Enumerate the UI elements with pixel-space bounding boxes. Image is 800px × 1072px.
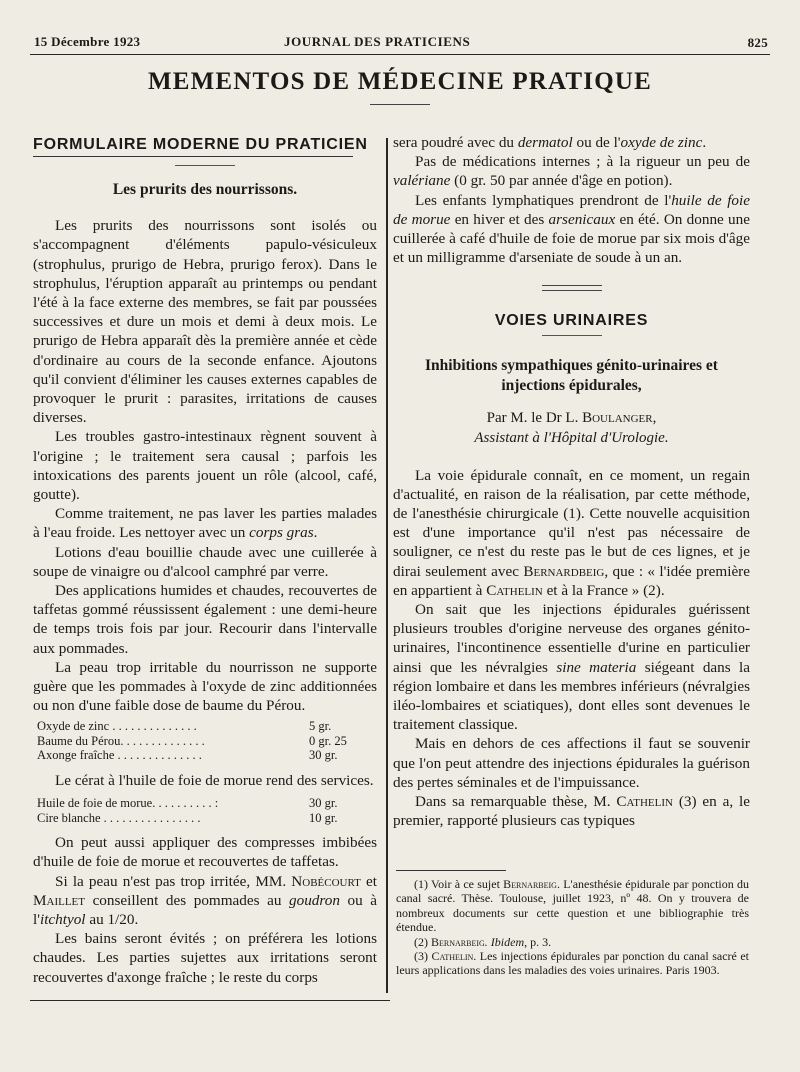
paragraph: On peut aussi appliquer des compresses imbibées d'huile de foie de morue et recouvertes de taffetas. — [33, 834, 377, 871]
paragraph: Le cérat à l'huile de foie de morue rend des services. — [55, 771, 374, 789]
section-rule — [33, 156, 353, 159]
paragraph: Les enfants lymphatiques prendront de l'huile de foie de morue en hiver et des arsenicaux en été. On donne une cuillerée à café d'huile de foie de morue par six mois d'âge et un milligramme d'arseniate de soude à un an. — [393, 191, 750, 267]
journal-name: JOURNAL DES PRATICIENS — [284, 34, 471, 49]
author-role: Assistant à l'Hôpital d'Urologie. — [474, 429, 669, 446]
paragraph: Des applications humides et chaudes, recouvertes de taffetas gommé réussissent également : une demi-heure de temps trois fois par jour. Recourir dans l'intervalle aux pommades. — [33, 582, 377, 657]
paragraph: Les prurits des nourrissons sont isolés ou s'accompagnent d'éléments papulo-vésiculeux (strophulus, prurigo de Hebra, prurigo ferox). Dans le strophulus, l'éruption apparaît au printemps ou pendant l'été à la face externe des membres, se fait par poussées successives et dure un mois et demi à deux mois. Le prurigo de Hebra apparaît dès la première année et cède d'ordinaire au cours de la seconde enfance. Ajoutons qu'il convient d'éliminer les causes externes capables de provoquer le prurit : parasites, irritations de causes diverses. — [33, 217, 377, 427]
paragraph: Pas de médications internes ; à la rigueur un peu de valériane (0 gr. 50 par année d'âge en potion). — [393, 153, 750, 190]
formula-pommade — [37, 719, 377, 763]
page-number: 825 — [747, 35, 768, 50]
formula-row: Baume du Pérou. . . . . . . . . . . . . . 0 gr. 25 — [37, 733, 347, 748]
left-column — [33, 135, 377, 987]
author-line: Par M. le Dr L. Boulanger, — [486, 409, 657, 426]
paragraph: Dans sa remarquable thèse, M. Cathelin (3) en a, le premier, rapporté plusieurs cas typiques — [393, 793, 750, 830]
section-ornament — [542, 285, 602, 291]
paragraph: Les bains seront évités ; on préférera les lotions chaudes. Les parties sujettes aux irritations seront recouvertes d'axonge fraîche ; le reste du corps — [33, 930, 377, 986]
paragraph: sera poudré avec du dermatol ou de l'oxyde de zinc. — [393, 134, 707, 151]
paragraph: Comme traitement, ne pas laver les parties malades à l'eau froide. Les nettoyer avec un corps gras. — [33, 505, 377, 542]
formula-row: Cire blanche . . . . . . . . . . . . . . . . 10 gr. — [37, 810, 338, 825]
formula-cerat — [37, 796, 377, 825]
section-title-formulaire: FORMULAIRE MODERNE DU PRATICIEN — [33, 136, 368, 153]
footnotes — [396, 877, 749, 978]
header-rule — [30, 54, 770, 55]
page-header — [34, 30, 768, 54]
title-ornament — [370, 104, 430, 105]
paragraph: Si la peau n'est pas trop irritée, MM. Nobécourt et Maillet conseillent des pommades au goudron ou à l'itchtyol au 1/20. — [33, 872, 377, 928]
paragraph: Les troubles gastro-intestinaux règnent souvent à l'origine ; le traitement sera causal ; parfois les intoxications des parents jouent un rôle (alcool, café, goutte). — [33, 428, 377, 504]
paragraph: La voie épidurale connaît, en ce moment, un regain d'actualité, en raison de la réalisation, par cette méthode, de l'anesthésie chirurgicale (1). Cette nouvelle acquisition est d'une importance qu'il n'est pas nécessaire de souligner, ce n'est du reste pas le but de ces lignes, et je dirai seulement avec Bernardbeig, que : « l'idée première en appartient à Cathelin et à la France » (2). — [393, 466, 750, 599]
article-title: Inhibitions sympathiques génito-urinaires et injections épidurales, — [425, 356, 718, 394]
formula-row: Oxyde de zinc . . . . . . . . . . . . . . 5 gr. — [37, 719, 332, 734]
main-title: MEMENTOS DE MÉDECINE PRATIQUE — [147, 68, 653, 95]
bottom-rule — [30, 1000, 390, 1001]
section-ornament — [175, 165, 235, 166]
footnote: (1) Voir à ce sujet Bernarbeig. L'anesthésie épidurale par ponction du canal sacré. Thèse. Toulouse, juillet 1923, nº 48. On y trouvera de nombreux documents sur cette question et une bibliographie très étendue. — [396, 877, 749, 935]
section-title-voies-urinaires: VOIES URINAIRES — [494, 312, 649, 330]
issue-date: 15 Décembre 1923 — [34, 34, 141, 49]
formula-row: Huile de foie de morue. . . . . . . . . . : 30 gr. — [37, 796, 338, 811]
footnote: (3) Cathelin. Les injections épidurales par ponction du canal sacré et leurs applications dans les maladies des voies urinaires. Paris 1903. — [396, 949, 749, 978]
footnote-rule — [396, 870, 506, 871]
paragraph: La peau trop irritable du nourrisson ne supporte guère que les pommades à l'oxyde de zinc additionnées ou non d'une faible dose de baume du Pérou. — [33, 658, 377, 715]
paragraph: Lotions d'eau bouillie chaude avec une cuillerée à soupe de vinaigre ou d'alcool camphré par verre. — [33, 543, 377, 580]
column-separator — [386, 138, 388, 993]
paragraph: Mais en dehors de ces affections il faut se souvenir que l'on peut attendre des injections épidurales la guérison des pertes séminales et de l'impuissance. — [393, 735, 750, 791]
paragraph: On sait que les injections épidurales guérissent plusieurs troubles d'origine nerveuse des organes génito-urinaires, l'incontinence essentielle d'urine en particulier ainsi que les névralgies sine materia siégeant dans la région lombaire et dans les membres inférieurs (névralgies iléo-lombaires et sciatiques), dont elles sont devenues le traitement classique. — [393, 601, 750, 734]
formula-row: Axonge fraîche . . . . . . . . . . . . . . 30 gr. — [37, 748, 338, 763]
footnote: (2) Bernarbeig. Ibidem, p. 3. — [414, 934, 552, 949]
right-column — [393, 133, 750, 830]
article-subtitle: Les prurits des nourrissons. — [112, 181, 298, 199]
